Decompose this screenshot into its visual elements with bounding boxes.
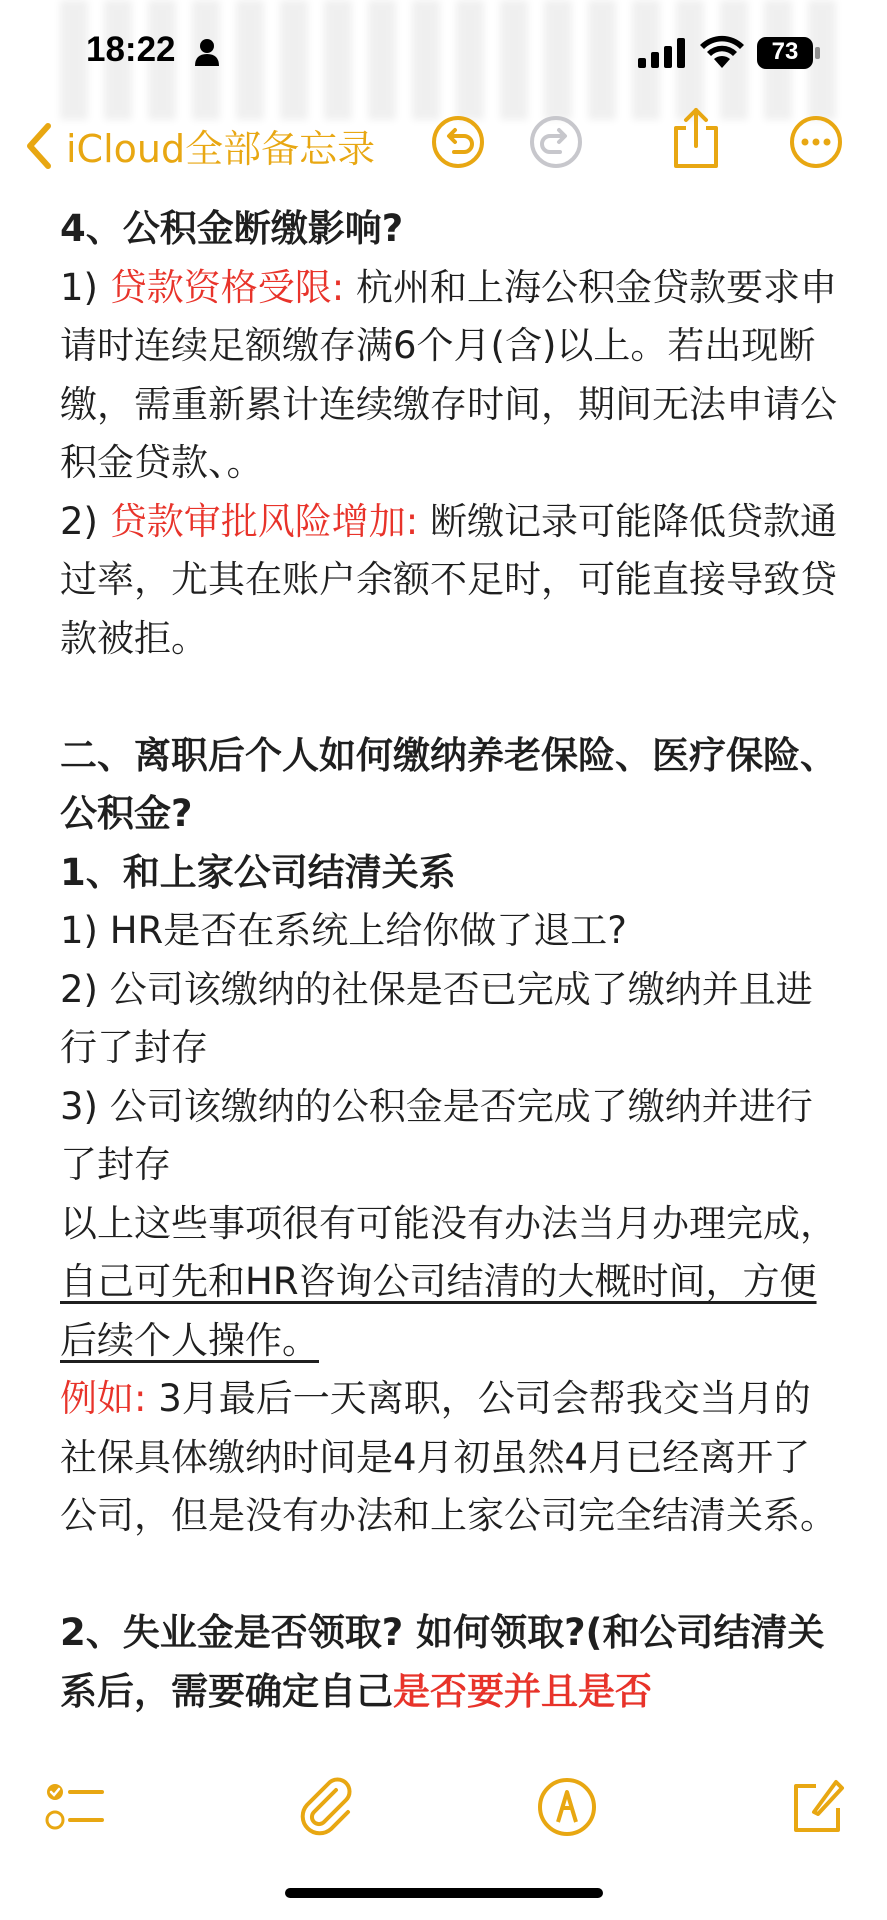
undo-icon[interactable] xyxy=(430,114,486,170)
paragraph-text: 3月最后一天离职，公司会帮我交当月的社保具体缴纳时间是4月初虽然4月已经离开了公司，但是没有办法和上家公司完全结清关系。 xyxy=(60,1377,837,1537)
highlight-text: 是否要并且是否 xyxy=(393,1669,652,1713)
subsection-heading: 1、和上家公司结清关系 xyxy=(60,850,456,894)
redo-icon[interactable] xyxy=(528,114,584,170)
cellular-signal-icon xyxy=(638,38,690,68)
battery-level: 73 xyxy=(771,38,799,65)
share-icon[interactable] xyxy=(668,106,724,170)
chevron-left-icon xyxy=(24,122,54,170)
underlined-text: 自己可先和HR咨询公司结清的大概时间，方便后续个人操作。 xyxy=(60,1260,817,1362)
list-number: 2) xyxy=(60,499,110,543)
section-heading: 二、离职后个人如何缴纳养老保险、医疗保险、公积金? xyxy=(60,733,837,835)
person-icon xyxy=(195,38,219,66)
section-heading: 4、公积金断缴影响? xyxy=(60,207,404,250)
paragraph-summary xyxy=(60,1195,840,1371)
blank-line xyxy=(60,1546,840,1605)
back-button[interactable] xyxy=(24,118,375,173)
navigation-bar xyxy=(0,110,887,176)
paragraph-example xyxy=(60,1370,840,1546)
attachment-icon[interactable] xyxy=(296,1776,358,1838)
subsection-heading xyxy=(60,1604,840,1721)
checklist-icon[interactable] xyxy=(44,1776,106,1838)
status-bar xyxy=(0,0,887,100)
paragraph-text: 以上这些事项很有可能没有办法当月办理完成， xyxy=(60,1201,837,1245)
back-label: iCloud全部备忘录 xyxy=(66,127,376,171)
paragraph-loan-risk xyxy=(60,493,840,669)
home-indicator[interactable] xyxy=(285,1888,603,1898)
markup-icon[interactable] xyxy=(536,1776,598,1838)
status-time: 18:22 xyxy=(86,30,176,69)
highlight-text: 例如: xyxy=(60,1377,147,1420)
list-number: 1) xyxy=(60,265,110,309)
highlight-text: 贷款审批风险增加: xyxy=(109,499,419,543)
blank-line xyxy=(60,668,840,727)
paragraph-text: 断缴记录可能降低贷款通过率，尤其在账户余额不足时，可能直接导致贷款被拒。 xyxy=(60,499,837,660)
compose-icon[interactable] xyxy=(786,1776,848,1838)
list-item: 2) 公司该缴纳的社保是否已完成了缴纳并且进行了封存 xyxy=(60,967,813,1069)
wifi-icon xyxy=(700,34,744,68)
highlight-text: 贷款资格受限: xyxy=(109,265,345,309)
list-item: 3) 公司该缴纳的公积金是否完成了缴纳并进行了封存 xyxy=(60,1084,813,1186)
note-body[interactable] xyxy=(60,200,840,1721)
list-item: 1) HR是否在系统上给你做了退工? xyxy=(60,909,627,952)
heading-text: 2、失业金是否领取? 如何领取?(和公司结清关系后，需要确定自己 xyxy=(60,1611,825,1713)
paragraph-loan-eligibility xyxy=(60,259,840,493)
paragraph-text: 杭州和上海公积金贷款要求申请时连续足额缴存满6个月(含)以上。若出现断缴，需重新累计连续缴存时间，期间无法申请公积金贷款、。 xyxy=(60,265,837,484)
more-icon[interactable] xyxy=(788,114,844,170)
